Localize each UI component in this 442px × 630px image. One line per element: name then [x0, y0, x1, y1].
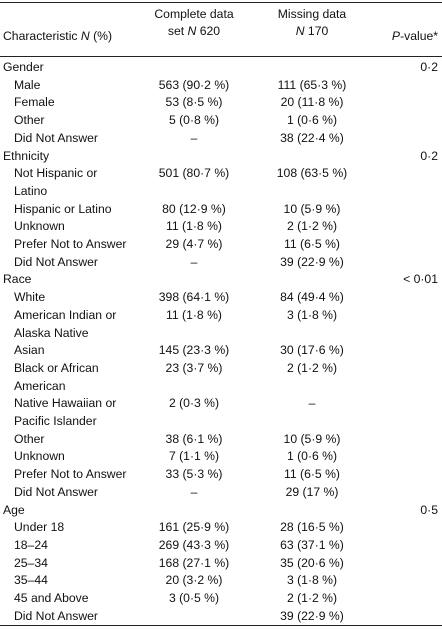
- row-label: American Indian or: [14, 307, 117, 322]
- cell-complete: 38 (6·1 %): [165, 431, 223, 446]
- cell-complete: –: [190, 484, 198, 499]
- cell-complete: 161 (25·9 %): [158, 520, 230, 535]
- table-row: [0, 537, 442, 554]
- header-pvalue-suffix: -value*: [400, 29, 438, 43]
- row-label: Asian: [14, 343, 45, 358]
- table-row: [0, 271, 442, 288]
- header-missing-line2: [258, 23, 366, 40]
- row-label: Other: [14, 431, 45, 446]
- cell-complete: 29 (4·7 %): [165, 237, 223, 251]
- cell-complete: 398 (64·1 %): [158, 290, 230, 305]
- table-row: [0, 112, 442, 129]
- row-label: American: [14, 378, 66, 393]
- table-row: [0, 608, 442, 625]
- cell-complete: 269 (43·3 %): [158, 537, 230, 552]
- table-row: [0, 59, 442, 76]
- row-label: Gender: [3, 60, 44, 74]
- header-pvalue: [392, 28, 438, 45]
- row-label: Did Not Answer: [14, 254, 98, 269]
- row-label: Race: [3, 272, 32, 287]
- table-row: [0, 307, 442, 324]
- table-row: [0, 484, 442, 501]
- cell-missing: 39 (22·9 %): [280, 254, 344, 269]
- table-row: [0, 201, 442, 218]
- cell-missing: 35 (20·6 %): [280, 555, 344, 570]
- cell-missing: 28 (16·5 %): [280, 520, 344, 535]
- row-label: Male: [14, 77, 41, 92]
- cell-pvalue: 0·2: [420, 148, 438, 163]
- table-row: [0, 413, 442, 430]
- cell-missing: 63 (37·1 %): [280, 537, 344, 552]
- cell-missing: 30 (17·6 %): [280, 343, 344, 358]
- cell-complete: 145 (23·3 %): [158, 343, 230, 358]
- cell-complete: 7 (1·1 %): [168, 449, 220, 464]
- header-missing-value: 170: [304, 24, 329, 38]
- bottom-rule: [0, 625, 442, 626]
- header-missing-n: N: [295, 24, 305, 38]
- table-row: [0, 254, 442, 271]
- header-complete-n: N: [187, 24, 197, 38]
- header-rule: [0, 56, 442, 57]
- table-row: [0, 77, 442, 94]
- row-label: Other: [14, 113, 45, 128]
- cell-complete: 33 (5·3 %): [165, 467, 223, 482]
- header-characteristic: [3, 28, 112, 45]
- cell-complete: 11 (1·8 %): [166, 219, 222, 234]
- cell-complete: 53 (8·5 %): [165, 95, 223, 110]
- top-rule: [0, 2, 442, 3]
- table-row: [0, 165, 442, 182]
- row-label: Ethnicity: [3, 148, 50, 163]
- table-row: [0, 572, 442, 589]
- table-row: [0, 183, 442, 200]
- cell-missing: 3 (1·8 %): [286, 307, 338, 322]
- header-complete: [138, 6, 250, 40]
- header-missing: [258, 6, 366, 40]
- header-complete-line2: [138, 23, 250, 40]
- cell-complete: –: [190, 254, 198, 269]
- header-complete-line1: Complete data: [154, 7, 234, 21]
- row-label: Not Hispanic or: [14, 166, 98, 181]
- table-row: [0, 466, 442, 483]
- header-complete-prefix: set: [167, 24, 188, 38]
- cell-missing: 1 (0·6 %): [286, 113, 338, 128]
- table-row: [0, 502, 442, 519]
- table-row: [0, 94, 442, 111]
- table-row: [0, 448, 442, 465]
- cell-missing: 2 (1·2 %): [286, 219, 338, 234]
- cell-missing: 10 (5·9 %): [283, 431, 341, 446]
- cell-complete: 80 (12·9 %): [162, 201, 226, 216]
- cell-missing: 3 (1·8 %): [286, 573, 338, 588]
- cell-missing: 20 (11·8 %): [280, 95, 344, 110]
- header-missing-line1: Missing data: [277, 7, 347, 21]
- table-row: [0, 360, 442, 377]
- table-row: [0, 590, 442, 607]
- row-label: Black or African: [14, 360, 99, 375]
- header-characteristic-text: Characteristic: [3, 29, 81, 43]
- row-label: Pacific Islander: [14, 414, 97, 428]
- cell-complete: –: [190, 130, 198, 145]
- table-row: [0, 289, 442, 306]
- cell-missing: 1 (0·6 %): [286, 449, 338, 464]
- cell-pvalue: 0·2: [420, 60, 438, 74]
- cell-missing: 29 (17 %): [285, 484, 339, 499]
- cell-missing: 108 (63·5 %): [276, 166, 348, 181]
- cell-complete: 11 (1·8 %): [166, 307, 222, 322]
- row-label: White: [14, 290, 46, 305]
- table-row: [0, 395, 442, 412]
- cell-missing: 2 (1·2 %): [286, 591, 338, 605]
- row-label: Unknown: [14, 219, 65, 234]
- cell-pvalue: < 0·01: [403, 272, 438, 287]
- header-characteristic-n: N: [80, 29, 90, 43]
- cell-missing: 2 (1·2 %): [286, 360, 338, 375]
- row-label: 35–44: [14, 573, 48, 588]
- table-row: [0, 555, 442, 572]
- table-row: [0, 148, 442, 165]
- row-label: Did Not Answer: [14, 484, 98, 499]
- cell-missing: 84 (49·4 %): [280, 290, 344, 305]
- table-row: [0, 378, 442, 395]
- table-row: [0, 325, 442, 342]
- row-label: 45 and Above: [14, 591, 89, 605]
- cell-missing: 39 (22·9 %): [280, 608, 344, 623]
- row-label: 18–24: [14, 537, 48, 552]
- row-label: Hispanic or Latino: [14, 201, 112, 216]
- cell-pvalue: 0·5: [420, 502, 438, 517]
- row-label: Alaska Native: [14, 325, 89, 340]
- row-label: Prefer Not to Answer: [14, 467, 127, 482]
- row-label: Age: [3, 502, 25, 517]
- cell-complete: 2 (0·3 %): [168, 396, 220, 411]
- row-label: Latino: [14, 183, 48, 198]
- table-header: [0, 6, 442, 52]
- table-row: [0, 130, 442, 147]
- cell-missing: –: [308, 396, 316, 411]
- header-characteristic-unit: (%): [89, 29, 113, 43]
- row-label: Did Not Answer: [14, 608, 98, 623]
- row-label: Under 18: [14, 520, 65, 535]
- cell-missing: 11 (6·5 %): [284, 237, 340, 251]
- cell-missing: 11 (6·5 %): [284, 467, 340, 482]
- cell-complete: 3 (0·5 %): [168, 591, 220, 605]
- row-label: Did Not Answer: [14, 130, 98, 145]
- header-complete-value: 620: [196, 24, 221, 38]
- table-row: [0, 342, 442, 359]
- row-label: Native Hawaiian or: [14, 396, 117, 411]
- row-label: 25–34: [14, 555, 48, 570]
- cell-missing: 111 (65·3 %): [277, 77, 347, 92]
- cell-complete: 20 (3·2 %): [165, 573, 223, 588]
- table-row: [0, 519, 442, 536]
- cell-complete: 501 (80·7 %): [158, 166, 230, 181]
- cell-missing: 10 (5·9 %): [283, 201, 341, 216]
- row-label: Female: [14, 95, 55, 110]
- cell-complete: 563 (90·2 %): [158, 77, 230, 92]
- cell-complete: 23 (3·7 %): [165, 360, 223, 375]
- row-label: Prefer Not to Answer: [14, 237, 127, 251]
- cell-complete: 168 (27·1 %): [158, 555, 230, 570]
- table-row: [0, 236, 442, 253]
- table-row: [0, 218, 442, 235]
- table-row: [0, 431, 442, 448]
- header-pvalue-p: P: [391, 29, 401, 43]
- row-label: Unknown: [14, 449, 65, 464]
- cell-complete: 5 (0·8 %): [168, 113, 220, 128]
- cell-missing: 38 (22·4 %): [280, 130, 344, 145]
